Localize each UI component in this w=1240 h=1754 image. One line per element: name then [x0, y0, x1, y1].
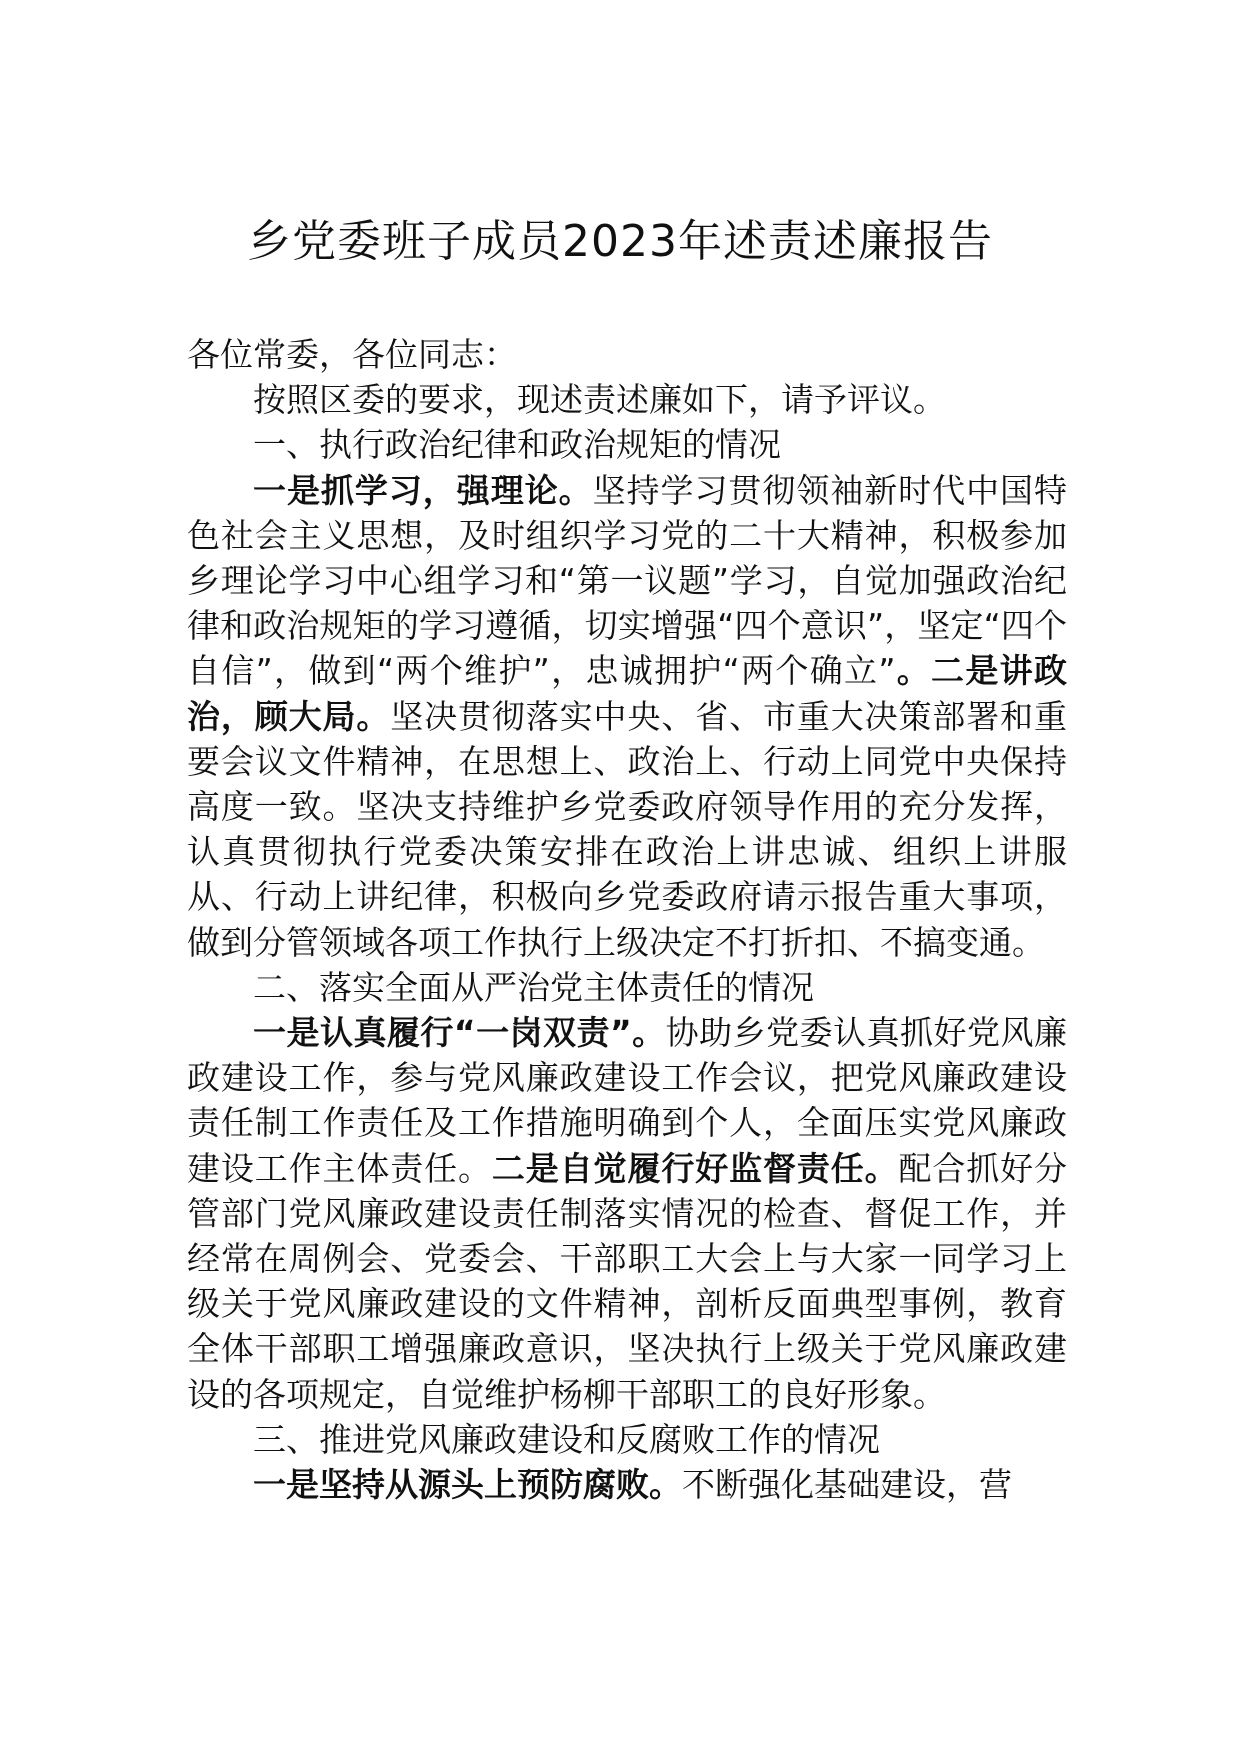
salutation: 各位常委，各位同志： — [187, 335, 517, 374]
section-1-lead-2: 。二是讲政治，顾大局。 — [187, 651, 1067, 736]
section-1-text-1: 坚持学习贯彻领袖新时代中国特色社会主义思想，及时组织学习党的二十大精神，积极参加乡理论学习中心组学习和“第一议题”学习，自觉加强政治纪律和政治规矩的学习遵循，切实增强“四个意识”，坚定“四个自信”，做到“两个维护”，忠诚拥护“两个确立” — [187, 470, 1068, 691]
section-3-paragraph — [187, 1462, 1067, 1507]
section-heading-3: 三、推进党风廉政建设和反腐败工作的情况 — [253, 1419, 880, 1459]
section-2-text-2: 配合抓好分管部门党风廉政建设责任制落实情况的检查、督促工作，并经常在周例会、党委会、干部职工大会上与大家一同学习上级关于党风廉政建设的文件精神，剖析反面典型事例，教育全体干部职工增强廉政意识，坚决执行上级关于党风廉政建设的各项规定，自觉维护杨柳干部职工的良好形象。 — [187, 1148, 1068, 1414]
section-2-lead-2: 二是自觉履行好监督责任。 — [491, 1148, 899, 1188]
section-heading-2: 二、落实全面从严治党主体责任的情况 — [253, 967, 814, 1007]
section-2-text-1: 协助乡党委认真抓好党风廉政建设工作，参与党风廉政建设工作会议，把党风廉政建设责任制工作责任及工作措施明确到个人，全面压实党风廉政建设工作主体责任。 — [187, 1013, 1067, 1188]
section-1-lead-1: 一是抓学习，强理论。 — [253, 470, 593, 510]
section-3-text-1: 不断强化基础建设，营 — [682, 1465, 1012, 1505]
document-title: 乡党委班子成员2023年述责述廉报告 — [247, 216, 993, 267]
intro-paragraph: 按照区委的要求，现述责述廉如下，请予评议。 — [253, 380, 946, 420]
document-body — [187, 332, 1067, 1507]
section-3-lead-1: 一是坚持从源头上预防腐败。 — [253, 1465, 682, 1505]
section-1-paragraph — [187, 468, 1067, 965]
section-1-text-2: 坚决贯彻落实中央、省、市重大决策部署和重要会议文件精神，在思想上、政治上、行动上同党中央保持高度一致。坚决支持维护乡党委政府领导作用的充分发挥，认真贯彻执行党委决策安排在政治上讲忠诚、组织上讲服从、行动上讲纪律，积极向乡党委政府请示报告重大事项，做到分管领域各项工作执行上级决定不打折扣、不搞变通。 — [187, 696, 1068, 962]
section-2-paragraph — [187, 1010, 1067, 1417]
section-heading-1: 一、执行政治纪律和政治规矩的情况 — [253, 425, 781, 465]
section-2-lead-1: 一是认真履行“一岗双责”。 — [253, 1013, 666, 1053]
